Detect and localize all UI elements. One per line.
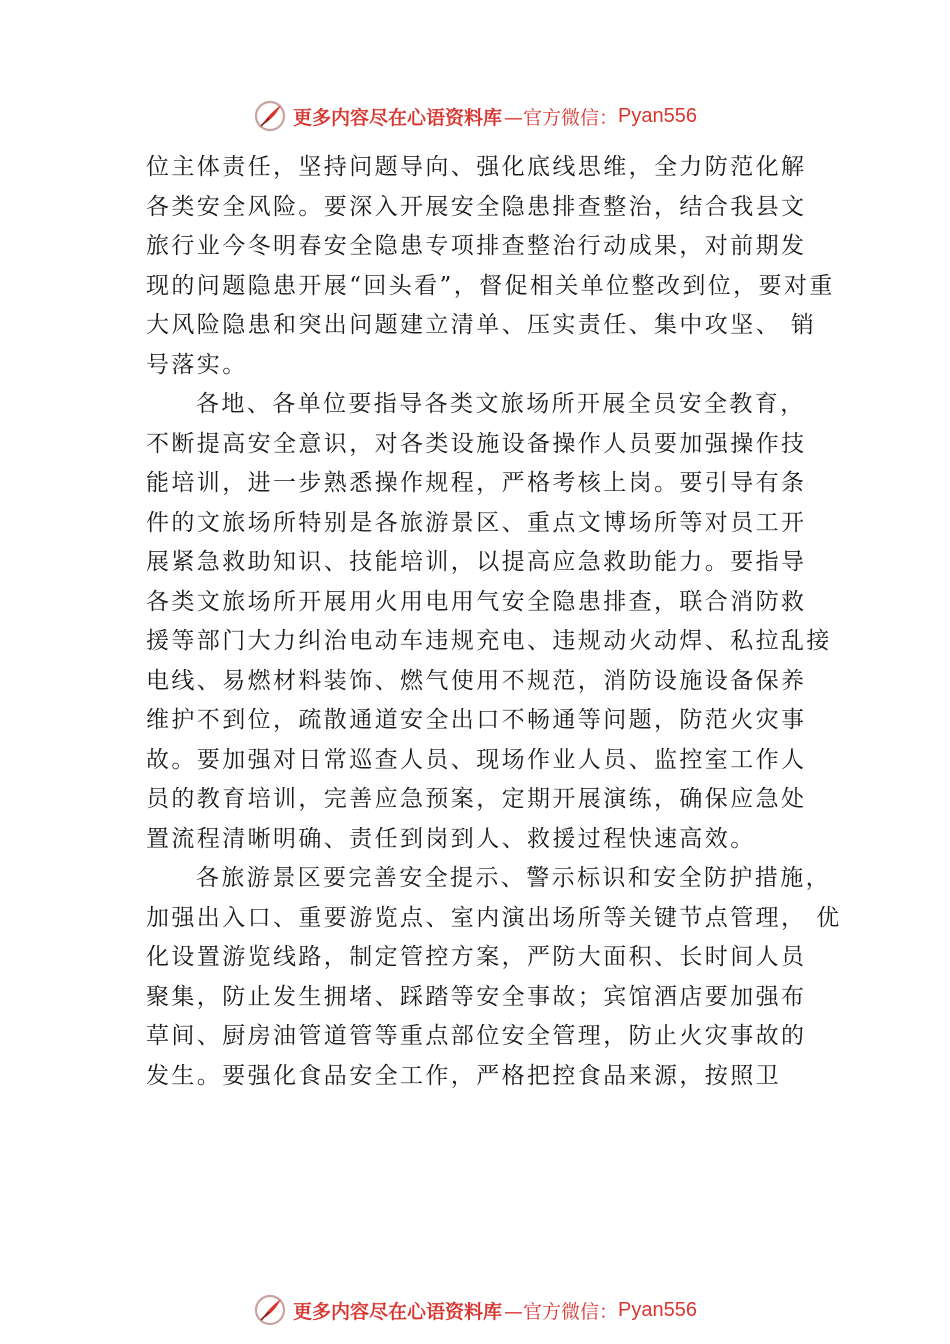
text-line: 置流程清晰明确、责任到岗到人、救援过程快速高效。 [146,825,756,852]
document-body [146,148,842,1096]
paragraph-start-line: 各地、各单位要指导各类文旅场所开展全员安全教育， [196,391,806,417]
text-line: 现的问题隐患开展“回头看”，督促相关单位整改到位，要对重 [146,272,835,299]
watermark-header [0,96,950,136]
text-line: 聚集，防止发生拥堵、踩踏等安全事故；宾馆酒店要加强布 [146,983,807,1010]
watermark-account: Pyan556 [618,1298,697,1321]
text-line: 不断提高安全意识，对各类设施设备操作人员要加强操作技 [146,430,807,457]
paragraph-start-line: 各旅游景区要完善安全提示、警示标识和安全防护措施， [196,865,831,891]
watermark-account: Pyan556 [618,104,697,127]
text-line: 电线、易燃材料装饰、燃气使用不规范，消防设施设备保养 [146,667,807,694]
text-line: 旅行业今冬明春安全隐患专项排查整治行动成果，对前期发 [146,233,807,259]
text-line: 草间、厨房油管道管等重点部位安全管理，防止火灾事故的 [146,1023,807,1049]
text-line: 员的教育培训，完善应急预案，定期开展演练，确保应急处 [146,786,807,812]
text-line: 能培训，进一步熟悉操作规程，严格考核上岗。要引导有条 [146,470,807,496]
text-line: 各类安全风险。要深入开展安全隐患排查整治，结合我县文 [146,193,807,220]
text-line: 位主体责任，坚持问题导向、强化底线思维，全力防范化解 [146,154,807,180]
text-line: 援等部门大力纠治电动车违规充电、违规动火动焊、私拉乱接 [146,628,832,654]
text-line: 件的文旅场所特别是各旅游景区、重点文博场所等对员工开 [146,509,807,536]
text-line: 加强出入口、重要游览点、室内演出场所等关键节点管理， 优 [146,904,842,931]
feather-pen-logo-icon [253,1293,287,1327]
text-line: 故。要加强对日常巡查人员、现场作业人员、监控室工作人 [146,746,807,773]
text-line: 维护不到位，疏散通道安全出口不畅通等问题，防范火灾事 [146,707,807,733]
watermark-suffix: —官方微信： [504,1300,619,1323]
watermark-prefix: 更多内容尽在心语资料库 [293,1300,503,1323]
watermark-footer [0,1290,950,1330]
watermark-suffix: —官方微信： [504,106,619,129]
feather-pen-logo-icon [253,99,287,133]
text-line: 发生。要强化食品安全工作，严格把控食品来源，按照卫 [146,1062,781,1089]
text-line: 号落实。 [146,351,248,378]
text-line: 大风险隐患和突出问题建立清单、压实责任、集中攻坚、 销 [146,312,817,338]
text-line: 各类文旅场所开展用火用电用气安全隐患排查，联合消防救 [146,588,807,615]
text-line: 化设置游览线路，制定管控方案，严防大面积、长时间人员 [146,944,807,970]
text-line: 展紧急救助知识、技能培训，以提高应急救助能力。要指导 [146,549,807,575]
watermark-prefix: 更多内容尽在心语资料库 [293,106,503,129]
